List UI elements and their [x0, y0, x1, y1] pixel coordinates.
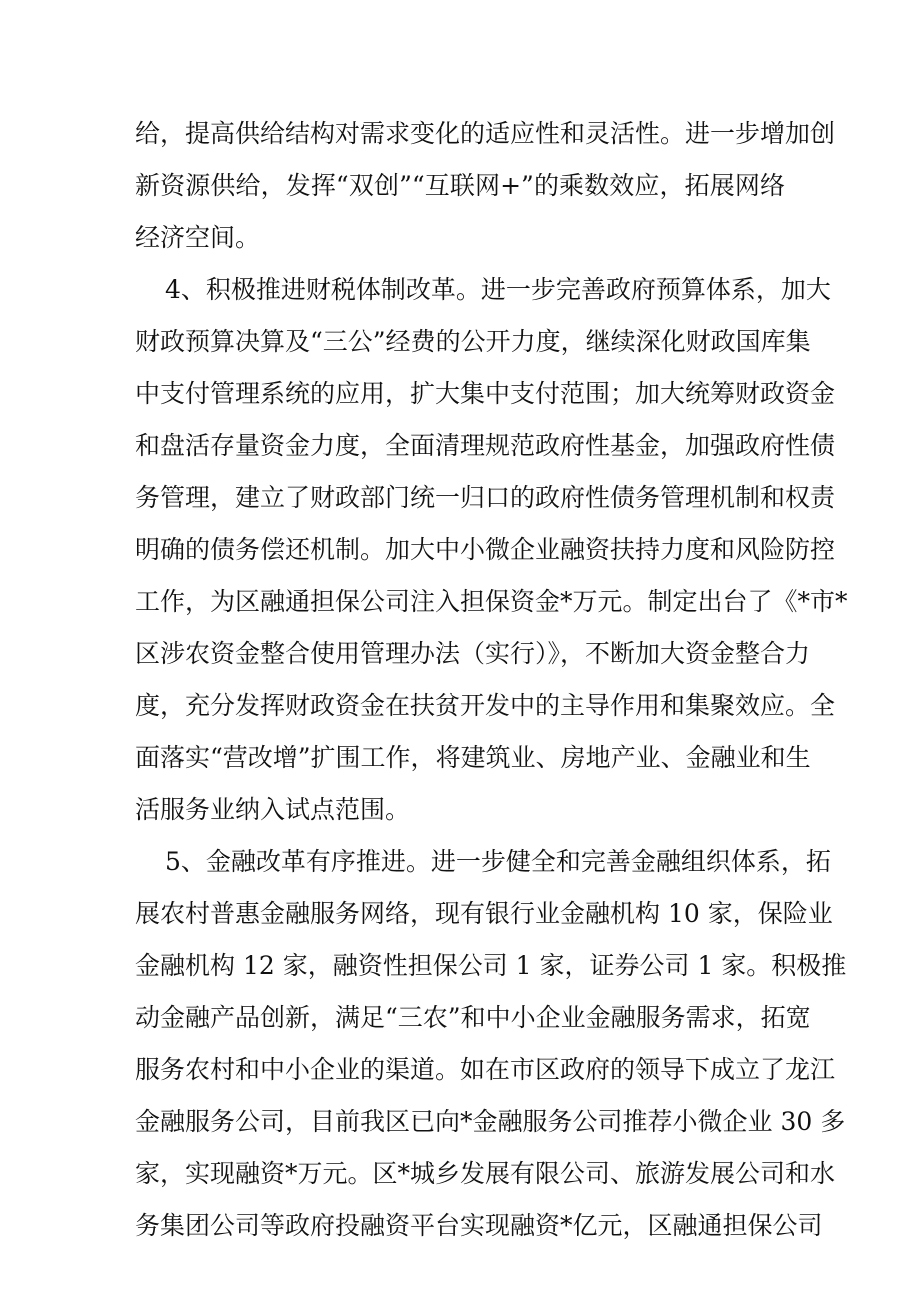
text-line: 金融机构 12 家，融资性担保公司 1 家，证券公司 1 家。积极推	[135, 951, 847, 980]
text-line: 度，充分发挥财政资金在扶贫开发中的主导作用和集聚效应。全	[135, 691, 836, 720]
text-line: 4、积极推进财税体制改革。进一步完善政府预算体系，加大	[165, 275, 831, 304]
text-line: 和盘活存量资金力度，全面清理规范政府性基金，加强政府性债	[135, 431, 836, 460]
text-line: 新资源供给，发挥“双创”“互联网+”的乘数效应，拓展网络	[135, 171, 785, 200]
text-line: 5、金融改革有序推进。进一步健全和完善金融组织体系，拓	[165, 847, 831, 876]
paragraph-3	[135, 836, 847, 1252]
text-line: 家，实现融资*万元。区*城乡发展有限公司、旅游发展公司和水	[135, 1159, 836, 1188]
text-line: 工作，为区融通担保公司注入担保资金*万元。制定出台了《*市*	[135, 587, 848, 616]
text-line: 活服务业纳入试点范围。	[135, 795, 411, 824]
text-line: 动金融产品创新，满足“三农”和中小企业金融服务需求，拓宽	[135, 1003, 811, 1032]
text-line: 面落实“营改增”扩围工作，将建筑业、房地产业、金融业和生	[135, 743, 811, 772]
paragraph-1	[135, 108, 836, 264]
text-line: 务管理，建立了财政部门统一归口的政府性债务管理机制和权责	[135, 483, 836, 512]
text-line: 金融服务公司，目前我区已向*金融服务公司推荐小微企业 30 多	[135, 1107, 846, 1136]
text-line: 中支付管理系统的应用，扩大集中支付范围；加大统筹财政资金	[135, 379, 836, 408]
text-line: 区涉农资金整合使用管理办法（实行）》，不断加大资金整合力	[135, 639, 811, 668]
text-line: 经济空间。	[135, 223, 261, 252]
text-line: 明确的债务偿还机制。加大中小微企业融资扶持力度和风险防控	[135, 535, 836, 564]
paragraph-2	[135, 264, 848, 836]
text-line: 服务农村和中小企业的渠道。如在市区政府的领导下成立了龙江	[135, 1055, 836, 1084]
text-line: 务集团公司等政府投融资平台实现融资*亿元，区融通担保公司	[135, 1211, 823, 1240]
text-line: 给，提高供给结构对需求变化的适应性和灵活性。进一步增加创	[135, 119, 836, 148]
text-line: 财政预算决算及“三公”经费的公开力度，继续深化财政国库集	[135, 327, 811, 356]
text-line: 展农村普惠金融服务网络，现有银行业金融机构 10 家，保险业	[135, 899, 833, 928]
